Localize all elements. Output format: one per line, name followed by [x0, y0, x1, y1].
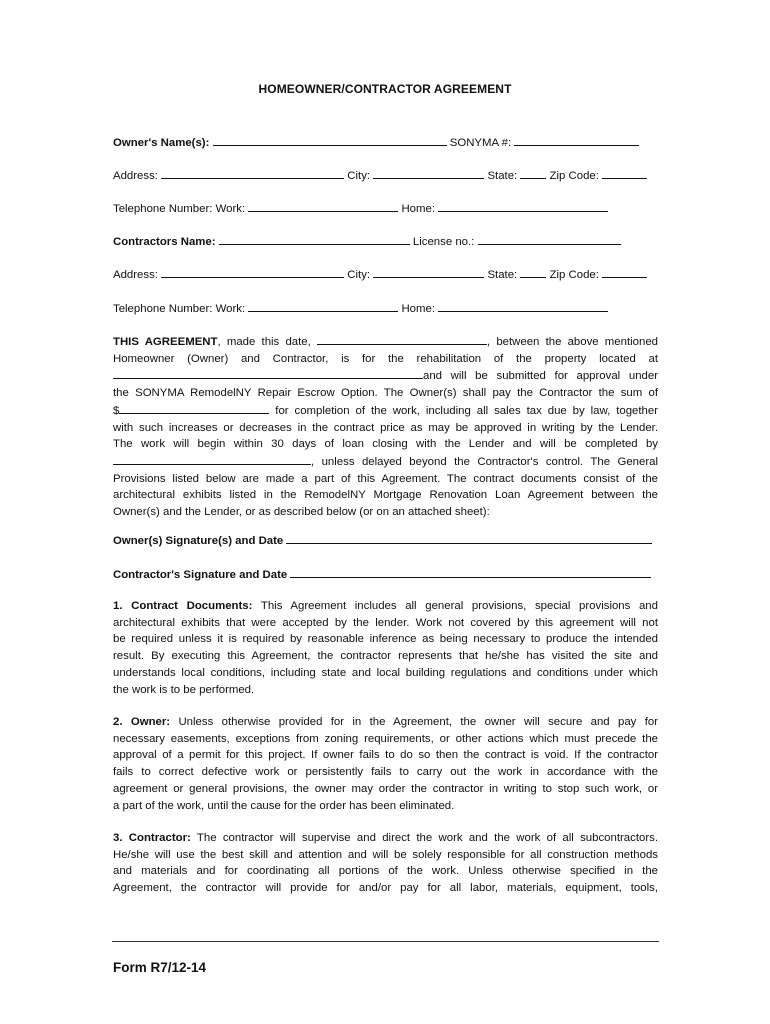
- section-2-heading: 2. Owner:: [113, 716, 171, 728]
- owner-signature-field[interactable]: [286, 532, 652, 544]
- contractor-address-label: Address:: [113, 269, 158, 281]
- agreement-line-7: The work will begin within 30 days of loan closing with the Lender and will be completed by: [113, 438, 658, 451]
- owner-zip-label: Zip Code:: [549, 170, 599, 182]
- section-contract-documents: [113, 598, 658, 698]
- contractors-name-label: Contractors Name:: [113, 236, 216, 248]
- agreement-date-field[interactable]: [317, 333, 487, 345]
- section-2-line-3: approval of a permit for this project. If owner fails to do so then the contract is void. If the contractor: [113, 749, 658, 762]
- agreement-line-5: [113, 402, 658, 420]
- agreement-paragraph: [113, 333, 658, 521]
- agreement-approval-text: and will be submitted for approval under: [423, 370, 658, 383]
- owner-address-row: [113, 167, 658, 184]
- contract-sum-field[interactable]: [119, 402, 269, 414]
- contractor-home-phone-field[interactable]: [438, 300, 608, 312]
- owner-state-label: State:: [487, 170, 518, 182]
- section-1-line-6: the work is to be performed.: [113, 683, 255, 696]
- section-3-line-3: and materials and for coordinating all portions of the work. Unless otherwise specified in the: [113, 865, 658, 878]
- section-1-line-2: architectural exhibits that were accepted by the lender. Work not covered by this agreement will not: [113, 616, 658, 629]
- contractor-city-field[interactable]: [373, 266, 484, 278]
- section-1-line-3: be required unless it is required by reasonable inference as being necessary to produce the intended: [113, 633, 658, 646]
- owner-home-label: Home:: [401, 203, 436, 215]
- contractor-home-label: Home:: [401, 303, 436, 315]
- contractor-signature-row: [113, 566, 658, 583]
- owners-name-label: Owner's Name(s):: [113, 137, 210, 149]
- agreement-line-4: the SONYMA RemodelNY Repair Escrow Option. The Owner(s) shall pay the Contractor the sum of: [113, 387, 658, 400]
- property-location-field[interactable]: [113, 367, 423, 379]
- agreement-line-10: architectural exhibits listed in the RemodelNY Mortgage Renovation Loan Agreement between the: [113, 489, 658, 502]
- contractor-address-field[interactable]: [161, 266, 344, 278]
- owner-telephone-row: [113, 200, 658, 217]
- contractor-address-row: [113, 266, 658, 283]
- section-contractor: [113, 830, 658, 897]
- contractor-state-field[interactable]: [520, 266, 546, 278]
- owner-signature-row: [113, 532, 658, 549]
- footer-divider: [112, 941, 659, 942]
- agreement-line-3: [113, 367, 658, 385]
- owner-telephone-label: Telephone Number: Work:: [113, 203, 246, 215]
- section-owner: [113, 714, 658, 814]
- owner-signature-label: Owner(s) Signature(s) and Date: [113, 535, 284, 547]
- contractor-zip-field[interactable]: [602, 266, 647, 278]
- document-title: HOMEOWNER/CONTRACTOR AGREEMENT: [258, 82, 512, 96]
- agreement-delay-text: , unless delayed beyond the Contractor's control. The General: [311, 455, 658, 468]
- owner-city-label: City:: [347, 170, 371, 182]
- agreement-sum-text: for completion of the work, including all sales tax due by law, together: [275, 404, 658, 417]
- agreement-lead: THIS AGREEMENT: [113, 336, 218, 348]
- agreement-line-9: Provisions listed below are made a part of this Agreement. The contract documents consist of the: [113, 472, 658, 485]
- owner-name-row: [113, 134, 658, 151]
- form-number: Form R7/12-14: [113, 960, 207, 975]
- owners-name-field[interactable]: [213, 134, 447, 146]
- section-2-text-1: Unless otherwise provided for in the Agreement, the owner will secure and pay for: [178, 716, 658, 728]
- agreement-line-1: [113, 333, 658, 351]
- section-2-line-4: fails to correct defective work or persistently fails to carry out the work in accordance with the: [113, 766, 658, 779]
- section-2-line-1: [113, 714, 658, 731]
- agreement-line-6: with such increases or decreases in the contract price as may be approved in writing by the Lender.: [113, 421, 658, 434]
- contractor-telephone-row: [113, 300, 658, 317]
- contractors-name-field[interactable]: [219, 233, 410, 245]
- agreement-line-11: Owner(s) and the Lender, or as described below (or on an attached sheet):: [113, 506, 490, 519]
- contractor-zip-label: Zip Code:: [549, 269, 599, 281]
- license-label: License no.:: [412, 236, 475, 248]
- owner-address-field[interactable]: [161, 167, 344, 179]
- agreement-line-8: [113, 453, 658, 471]
- section-2-line-2: necessary easements, exceptions from zoning requirements, or other actions which must precede the: [113, 732, 658, 745]
- contractor-name-row: [113, 233, 658, 250]
- agreement-between-text: , between the above mentioned: [486, 336, 659, 348]
- sonyma-number-field[interactable]: [514, 134, 639, 146]
- contractor-signature-label: Contractor's Signature and Date: [113, 569, 288, 581]
- contractor-state-label: State:: [487, 269, 518, 281]
- section-3-text-1: The contractor will supervise and direct the work and the work of all subcontractors.: [196, 832, 658, 844]
- owner-state-field[interactable]: [520, 167, 546, 179]
- section-1-line-5: understands local conditions, including state and local building regulations and conditions under which: [113, 666, 658, 679]
- contractor-signature-field[interactable]: [290, 566, 651, 578]
- sonyma-label: SONYMA #:: [449, 137, 512, 149]
- section-3-heading: 3. Contractor:: [113, 832, 191, 844]
- owner-city-field[interactable]: [373, 167, 484, 179]
- agreement-date-text: , made this date,: [217, 336, 311, 348]
- owner-home-phone-field[interactable]: [438, 200, 608, 212]
- owner-work-phone-field[interactable]: [248, 200, 398, 212]
- section-1-line-1: [113, 598, 658, 615]
- section-3-line-2: He/she will use the best skill and attention and will be solely responsible for all construction methods: [113, 848, 658, 861]
- license-number-field[interactable]: [478, 233, 621, 245]
- section-1-heading: 1. Contract Documents:: [113, 600, 253, 612]
- agreement-line-2: Homeowner (Owner) and Contractor, is for the rehabilitation of the property located at: [113, 352, 658, 365]
- completion-date-field[interactable]: [113, 453, 311, 465]
- dollar-sign: $: [113, 404, 120, 417]
- section-3-line-4: Agreement, the contractor will provide for and/or pay for all labor, materials, equipment, tools,: [113, 882, 658, 895]
- section-1-line-4: result. By executing this Agreement, the contractor represents that he/she has visited the site and: [113, 650, 658, 663]
- owner-zip-field[interactable]: [602, 167, 647, 179]
- contractor-telephone-label: Telephone Number: Work:: [113, 303, 246, 315]
- owner-address-label: Address:: [113, 170, 158, 182]
- section-2-line-5: agreement or general provisions, the owner may order the contractor in writing to stop such work, or: [113, 782, 658, 795]
- contractor-city-label: City:: [347, 269, 371, 281]
- contractor-work-phone-field[interactable]: [248, 300, 398, 312]
- section-3-line-1: [113, 830, 658, 847]
- section-1-text-1: This Agreement includes all general provisions, special provisions and: [260, 600, 658, 612]
- section-2-line-6: a part of the work, until the cause for the order has been eliminated.: [113, 799, 455, 812]
